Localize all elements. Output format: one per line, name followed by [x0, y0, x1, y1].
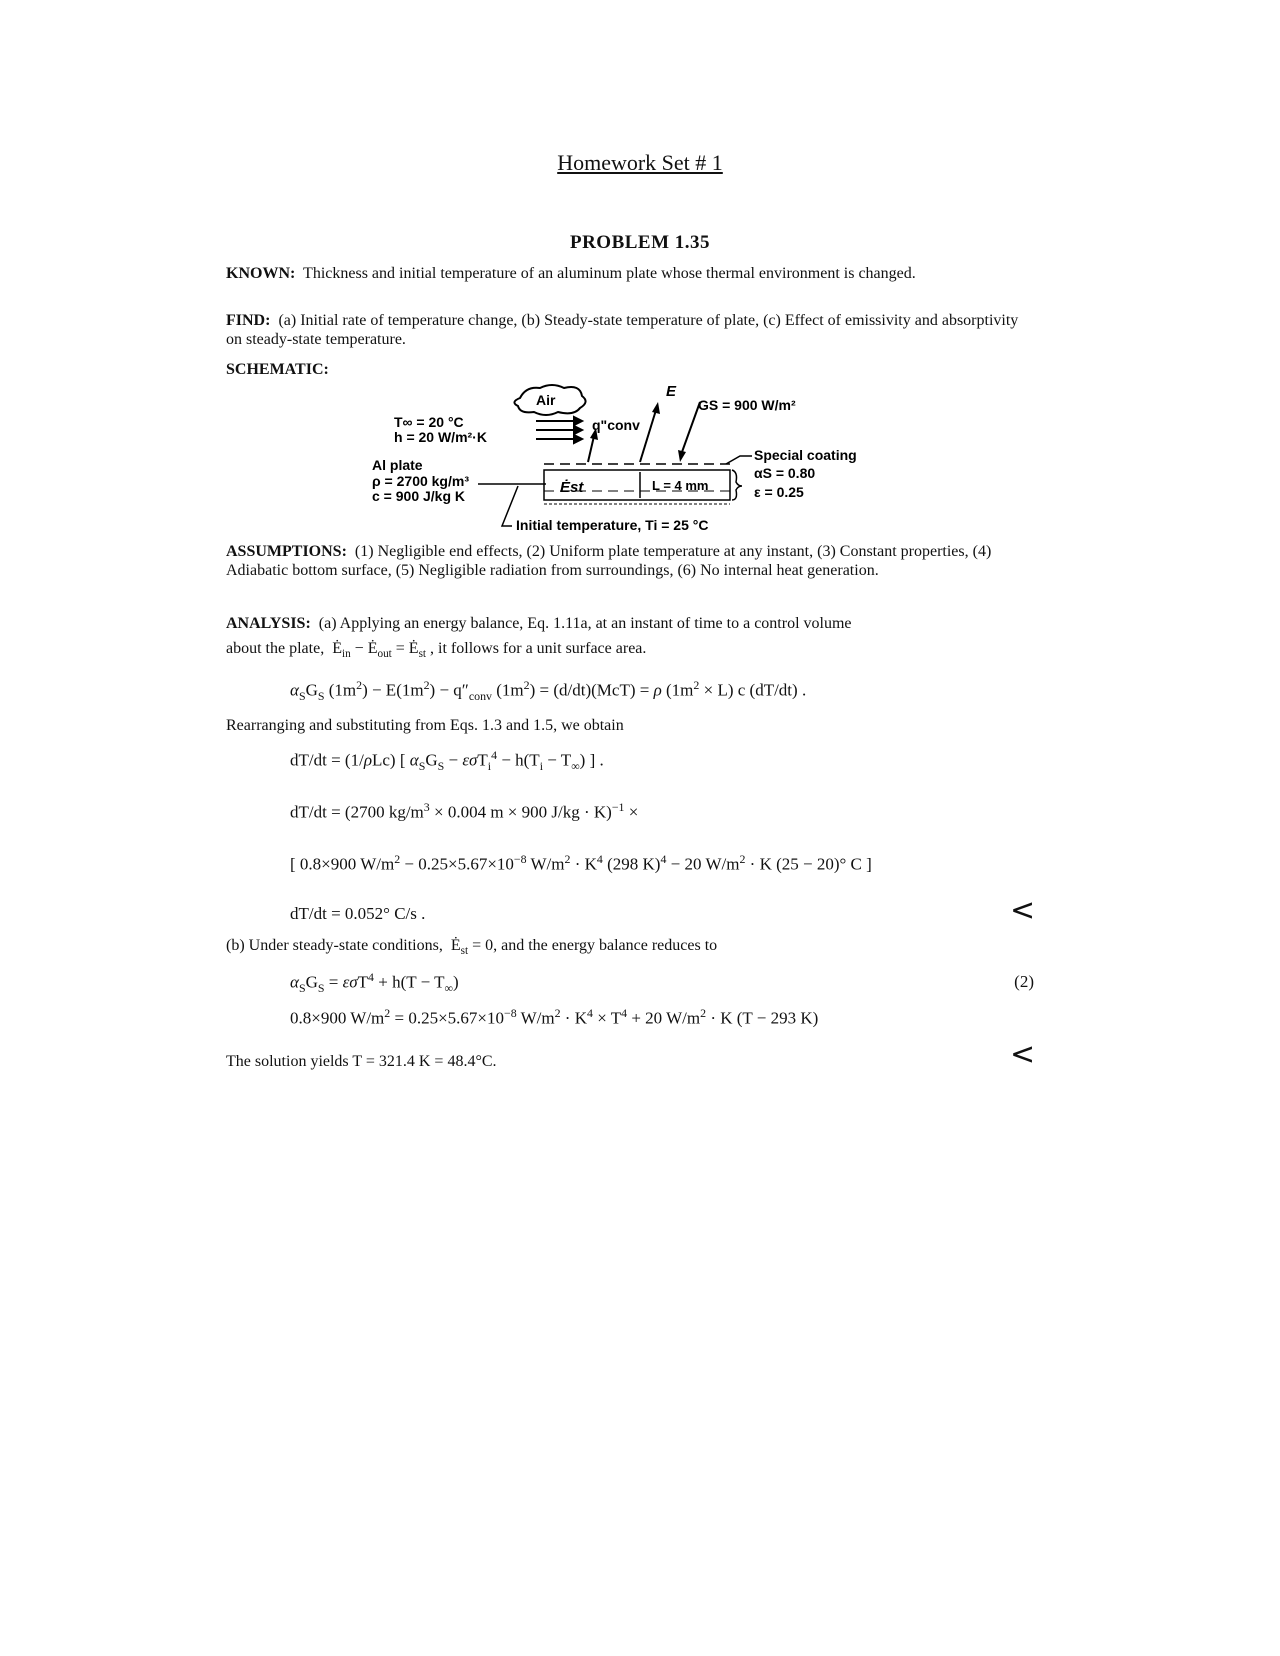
page-title: Homework Set # 1 [557, 150, 723, 175]
analysis-label: ANALYSIS: [226, 615, 311, 632]
qconv-arrow [588, 436, 594, 462]
c-label: c = 900 J/kg K [372, 488, 466, 504]
solution-paragraph [226, 1052, 1032, 1071]
analysis-paragraph [226, 614, 1032, 633]
part-b-paragraph: (b) Under steady-state conditions, $Ė_{st} = 0$, and the energy balance reduces to [226, 937, 718, 958]
equation-rate-result: dT/dt = 0.052° C/s . [290, 904, 426, 923]
schematic-label: SCHEMATIC: [226, 361, 329, 378]
answer-mark-b: < [1010, 1037, 1036, 1072]
schematic-paragraph [226, 360, 1032, 379]
known-text: Thickness and initial temperature of an aluminum plate whose thermal environment is changed. [303, 265, 916, 282]
thickness-label: L = 4 mm [652, 478, 709, 493]
known-paragraph [226, 264, 1032, 283]
irradiation-arrowhead [678, 450, 686, 462]
flow-arrows [536, 417, 582, 443]
gs-label: GS = 900 W/m² [698, 397, 796, 413]
coating-label: Special coating [754, 447, 857, 463]
est-label: Ėst [560, 479, 584, 496]
analysis-text-1: (a) Applying an energy balance, Eq. 1.11a, at an instant of time to a control volume [318, 615, 852, 632]
alpha-label: αS = 0.80 [754, 465, 816, 481]
find-paragraph [226, 311, 1032, 349]
analysis-text-2b: , it follows for a unit surface area. [430, 640, 647, 657]
emission-arrow [640, 410, 656, 462]
equation-steady-symbolic: $\alpha_SG_S = \varepsilon\sigma T^4 + h(T - T_\infty)$ [290, 970, 459, 996]
problem-heading: PROBLEM 1.35 [569, 232, 711, 253]
rho-label: ρ = 2700 kg/m³ [372, 473, 469, 489]
rearranging-paragraph [226, 716, 1032, 735]
air-label: Air [536, 392, 556, 408]
equation-steady-numeric: 0.8×900 $W/m^2 = 0.25\times 5.67\times 10^{-8}$ $W/m^2 \cdot K^4 \times T^4 + 20$ $W/m^2 \cdot K$ (T − 293 K) [290, 1006, 819, 1028]
assumptions-text: (1) Negligible end effects, (2) Uniform plate temperature at any instant, (3) Constant properties, (4) Adiabatic bottom surface, (5) Negligible radiation from surroundings, (6) No internal heat generation. [226, 543, 992, 579]
equation-rate-numeric-1: dT/dt = (2700 $kg/m^3 \times 0.004$ m × 900 J/kg · K)$^{-1}$ × [290, 800, 639, 822]
analysis-text-2a: about the plate, [226, 640, 325, 657]
equation-energy-balance: $\alpha_SG_S$ $(1m^2) - E(1m^2) - q''_{conv}$ $(1m^2) = (d/dt)(McT) = \rho$ $(1m^2 \times L)$ c (dT/dt) . [290, 678, 807, 704]
emission-arrowhead [652, 402, 660, 414]
h-label: h = 20 W/m²·K [394, 429, 487, 445]
coating-leader [726, 456, 752, 464]
solution-text: The solution yields T = 321.4 K = 48.4°C. [226, 1053, 497, 1070]
emission-label: E [666, 383, 677, 400]
equation-rate-numeric-2: [ 0.8×900 $W/m^2 - 0.25\times 5.67\times 10^{-8}$ $W/m^2 \cdot K^4$ (298 K)$^4$ − 20 $W/m^2 \cdot K$ (25 − 20)° C ] [290, 852, 872, 874]
initial-temp-label: Initial temperature, Ti = 25 °C [516, 517, 709, 533]
assumptions-paragraph [226, 542, 1032, 580]
equation-rate-symbolic: dT/dt = (1/ρLc) [ $\alpha_SG_S - \varepsilon\sigma T_i^4 - h(T_i - T_\infty)$ ] . [290, 748, 604, 774]
answer-mark-a: < [1010, 893, 1036, 928]
find-label: FIND: [226, 312, 271, 329]
part-b-text-a: (b) Under steady-state conditions, [226, 937, 443, 954]
air-cloud [514, 385, 585, 415]
t-inf-label: T∞ = 20 °C [394, 414, 464, 430]
al-plate-label: Al plate [372, 457, 423, 473]
known-label: KNOWN: [226, 265, 296, 282]
equation-number: (2) [1014, 972, 1034, 991]
thickness-brace [732, 470, 742, 500]
find-text: (a) Initial rate of temperature change, (b) Steady-state temperature of plate, (c) Effect of emissivity and absorptivity on steady-state temperature. [226, 312, 1019, 348]
qconv-label: q"conv [592, 417, 640, 433]
rearranging-text: Rearranging and substituting from Eqs. 1.3 and 1.5, we obtain [226, 717, 624, 734]
epsilon-label: ε = 0.25 [754, 484, 804, 500]
part-b-text-b: = 0, and the energy balance reduces to [472, 937, 718, 954]
analysis-line-2: about the plate, $Ė_{in}$ − $Ė_{out}$ = $Ė_{st}$ , it follows for a unit surface area. [226, 640, 647, 661]
schematic-diagram [360, 380, 920, 540]
assumptions-label: ASSUMPTIONS: [226, 543, 347, 560]
